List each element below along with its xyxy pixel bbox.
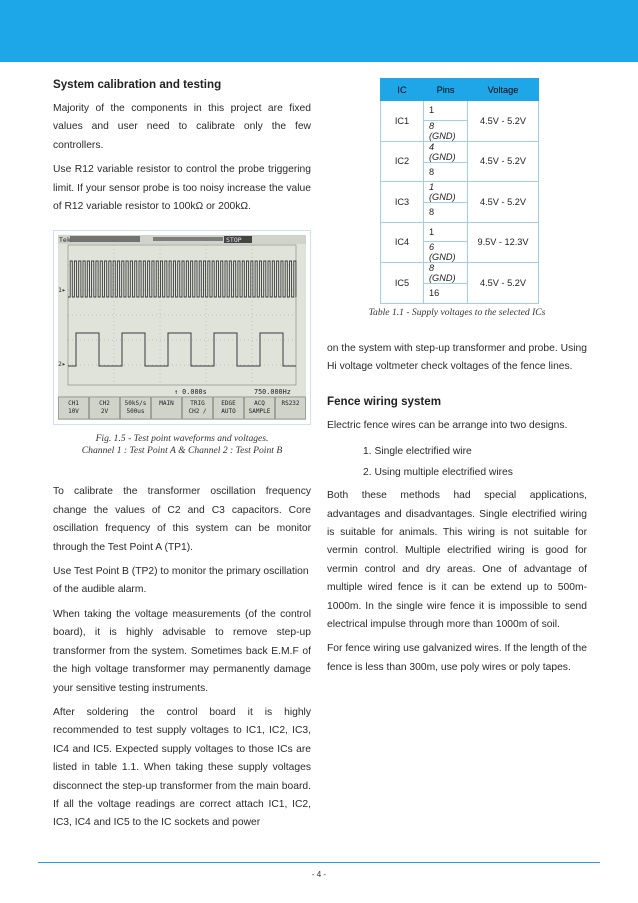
paragraph: After soldering the control board it is highly recommended to test supply voltages to IC1, IC2, IC3, IC4 and IC5. Expected supply voltages to those ICs are listed in table 1.1. When taking these supply voltages disconnect the step-up transformer from the main board. If all the voltage readings are correct attach IC1, IC2, IC3, IC4 and IC5 to the IC sockets and power — [53, 706, 311, 829]
scope-menu-label: 2V — [100, 408, 109, 416]
oscilloscope-figure — [53, 230, 311, 425]
table-header-voltage: Voltage — [468, 79, 539, 101]
supply-voltage-table — [380, 78, 539, 304]
scope-menu-label: 500us — [126, 408, 145, 416]
table-cell-pin: 8 (GND) — [424, 263, 468, 284]
scope-menu-label: MAIN — [159, 400, 174, 408]
ch1-waveform — [68, 261, 296, 297]
footer-rule — [38, 862, 600, 863]
scope-menu-label: CH2 ∕ — [188, 408, 207, 416]
list-item: 2. Using multiple electrified wires — [363, 467, 513, 479]
table-row — [381, 222, 539, 242]
list-item: 1. Single electrified wire — [363, 446, 472, 458]
table-cell-voltage: 4.5V - 5.2V — [468, 101, 539, 142]
table-cell-voltage: 4.5V - 5.2V — [468, 182, 539, 223]
table-cell-pin: 16 — [424, 284, 468, 304]
left-column — [53, 78, 311, 839]
section-title-fence-wiring: Fence wiring system — [327, 394, 442, 408]
paragraph: on the system with step-up transformer and probe. Using Hi voltage voltmeter check voltages of the fence lines. — [327, 343, 587, 373]
paragraph: When taking the voltage measurements (of the control board), it is highly advisable to remove step-up transformer from the system. Sometimes back E.M.F of the high voltage transformer may permanently damage your sensitive testing instruments. — [53, 608, 311, 694]
paragraph: Use Test Point B (TP2) to monitor the primary oscillation of the audible alarm. — [53, 566, 309, 596]
paragraph: For fence wiring use galvanized wires. If the length of the fence is less than 300m, use poly wires or poly tapes. — [327, 643, 587, 673]
table-row — [381, 101, 539, 121]
figure-caption — [53, 433, 311, 457]
table-cell-pin: 1 — [424, 222, 468, 242]
scope-menu-label: CH2 — [99, 400, 110, 408]
paragraph: Electric fence wires can be arrange into two designs. — [327, 419, 568, 431]
table-row — [381, 182, 539, 203]
table-cell-pin: 6 (GND) — [424, 242, 468, 263]
table-cell-pin: 4 (GND) — [424, 141, 468, 162]
status-left-label: Tek — [59, 236, 71, 245]
status-stop-label: STOP — [226, 236, 242, 245]
table-cell-ic: IC5 — [381, 263, 424, 304]
design-list — [327, 441, 587, 483]
table-cell-voltage: 4.5V - 5.2V — [468, 141, 539, 182]
scope-menu-label: 10V — [68, 408, 79, 416]
oscilloscope-screen — [58, 235, 306, 420]
scope-menu-label: ACQ — [254, 400, 265, 408]
table-caption: Table 1.1 - Supply voltages to the selected ICs — [368, 307, 546, 318]
table-cell-pin: 8 — [424, 162, 468, 182]
table-header-ic: IC — [381, 79, 424, 101]
table-cell-pin: 8 (GND) — [424, 120, 468, 141]
table-header-pins: Pins — [424, 79, 468, 101]
scope-menu-label: SAMPLE — [248, 408, 271, 416]
ch2-marker: 2▸ — [58, 360, 66, 369]
table-cell-pin: 1 — [424, 101, 468, 121]
header-banner — [0, 0, 638, 62]
table-cell-ic: IC2 — [381, 141, 424, 182]
table-cell-ic: IC1 — [381, 101, 424, 142]
ch1-marker: 1▸ — [58, 286, 66, 295]
table-header-row — [381, 79, 539, 101]
scope-menu-label: CH1 — [68, 400, 79, 408]
scope-menu-label: EDGE — [221, 400, 236, 408]
table-cell-voltage: 9.5V - 12.3V — [468, 222, 539, 263]
paragraph: Majority of the components in this project are fixed values and user need to calibrate only the few controllers. — [53, 103, 311, 151]
trigger-readout: ↑ 0.000s — [174, 388, 207, 397]
ch2-waveform — [68, 333, 296, 366]
section-title-calibration: System calibration and testing — [53, 78, 222, 91]
frequency-readout: 750.000Hz — [254, 388, 291, 397]
figure-caption-line: Channel 1 : Test Point A & Channel 2 : Test Point B — [81, 445, 283, 457]
page-number: - 4 - — [311, 870, 327, 879]
table-cell-voltage: 4.5V - 5.2V — [468, 263, 539, 304]
table-cell-ic: IC3 — [381, 182, 424, 223]
scope-menu-label: AUTO — [221, 408, 236, 416]
paragraph: Both these methods had special applications, advantages and disadvantages. Single electrified wiring is suitable for animals. This wiring is not suitable for vermin control. Multiple electrified wiring is good for vermin control and dry areas. One of advantage of multiple wired fence is it can be extend up to 500m-1000m. In the single wire fence it is impossible to send electrical impulse through more than 1000m of soil. — [327, 490, 587, 631]
table-cell-pin: 1 (GND) — [424, 182, 468, 203]
table-cell-pin: 8 — [424, 203, 468, 223]
table-row — [381, 263, 539, 284]
scope-menu-label: RS232 — [281, 400, 300, 408]
scope-menu-label: TRIG — [190, 400, 205, 408]
oscilloscope-display — [58, 235, 306, 420]
scope-menu-label: 50kS/s — [124, 400, 147, 408]
figure-caption-line: Fig. 1.5 - Test point waveforms and voltages. — [95, 433, 269, 445]
table-cell-ic: IC4 — [381, 222, 424, 263]
table-row — [381, 141, 539, 162]
right-column — [327, 340, 587, 683]
paragraph: Use R12 variable resistor to control the probe triggering limit. If your sensor probe is too noisy increase the value of R12 variable resistor to 100kΩ or 200kΩ. — [53, 164, 311, 213]
paragraph: To calibrate the transformer oscillation frequency change the values of C2 and C3 capacitors. Core oscillation frequency of this system can be monitor through the Test Point A (TP1). — [53, 486, 311, 553]
